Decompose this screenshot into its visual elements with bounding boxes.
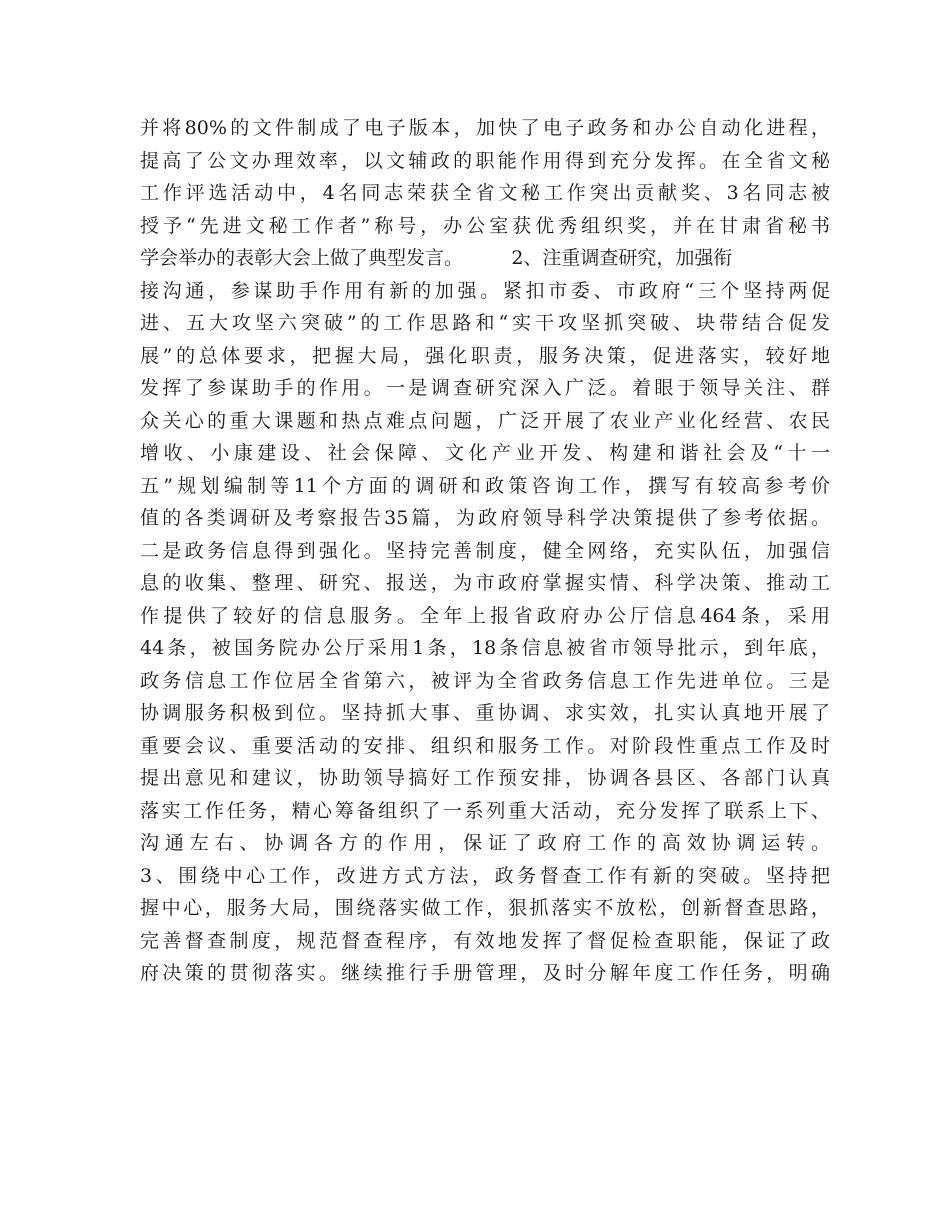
body-text xyxy=(140,112,830,990)
text-line: 并将80%的文件制成了电子版本，加快了电子政务和办公自动化进程， xyxy=(140,117,830,139)
text-line: 工作评选活动中，4名同志荣获全省文秘工作突出贡献奖、3名同志被 xyxy=(140,182,830,204)
text-line: 进、五大攻坚六突破”的工作思路和“实干攻坚抓突破、块带结合促发 xyxy=(140,312,830,334)
text-line: 发挥了参谋助手的作用。一是调查研究深入广泛。着眼于领导关注、群 xyxy=(140,377,830,399)
text-line: 学会举办的表彰大会上做了典型发言。 2、注重调查研究，加强衔 xyxy=(140,247,733,269)
text-line: 二是政务信息得到强化。坚持完善制度，健全网络，充实队伍，加强信 xyxy=(140,539,830,562)
text-line: 息的收集、整理、研究、报送，为市政府掌握实情、科学决策、推动工 xyxy=(140,572,830,594)
text-line: 握中心，服务大局，围绕落实做工作，狠抓落实不放松，创新督查思路， xyxy=(140,897,830,919)
text-line: 提出意见和建议，协助领导搞好工作预安排，协调各县区、各部门认真 xyxy=(140,767,830,789)
text-line: 值的各类调研及考察报告35篇，为政府领导科学决策提供了参考依据。 xyxy=(140,507,830,529)
text-line: 协调服务积极到位。坚持抓大事、重协调、求实效，扎实认真地开展了 xyxy=(140,702,830,724)
text-line: 提高了公文办理效率，以文辅政的职能作用得到充分发挥。在全省文秘 xyxy=(140,149,830,172)
text-line: 五”规划编制等11个方面的调研和政策咨询工作，撰写有较高参考价 xyxy=(140,474,830,497)
text-line: 府决策的贯彻落实。继续推行手册管理，及时分解年度工作任务，明确 xyxy=(140,962,830,984)
text-line: 授予“先进文秘工作者”称号，办公室获优秀组织奖，并在甘肃省秘书 xyxy=(140,214,830,237)
text-line: 重要会议、重要活动的安排、组织和服务工作。对阶段性重点工作及时 xyxy=(140,734,830,757)
text-line: 3、围绕中心工作，改进方式方法，政务督查工作有新的突破。坚持把 xyxy=(140,864,830,887)
text-line: 增收、小康建设、社会保障、文化产业开发、构建和谐社会及“十一 xyxy=(140,442,830,464)
text-line: 展”的总体要求，把握大局，强化职责，服务决策，促进落实，较好地 xyxy=(140,344,830,367)
text-line: 众关心的重大课题和热点难点问题，广泛开展了农业产业化经营、农民 xyxy=(140,409,830,432)
text-line: 政务信息工作位居全省第六，被评为全省政务信息工作先进单位。三是 xyxy=(140,669,830,692)
text-line: 接沟通，参谋助手作用有新的加强。紧扣市委、市政府“三个坚持两促 xyxy=(140,279,830,302)
text-line: 沟通左右、协调各方的作用，保证了政府工作的高效协调运转。 xyxy=(140,832,830,854)
text-line: 作提供了较好的信息服务。全年上报省政府办公厅信息464条，采用 xyxy=(140,604,830,627)
text-line: 完善督查制度，规范督查程序，有效地发挥了督促检查职能，保证了政 xyxy=(140,929,830,952)
text-line: 44条，被国务院办公厅采用1条，18条信息被省市领导批示，到年底， xyxy=(140,637,830,659)
text-line: 落实工作任务，精心筹备组织了一系列重大活动，充分发挥了联系上下、 xyxy=(140,799,830,822)
